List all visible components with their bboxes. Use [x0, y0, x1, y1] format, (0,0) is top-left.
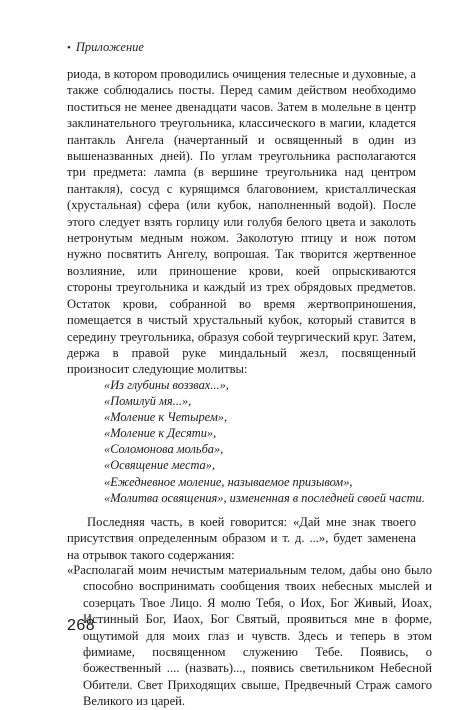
running-header — [67, 40, 144, 55]
prayer-quote: «Располагай моим нечистым материальным телом, дабы оно было способно воспринимать сообщения твоих небесных мыслей и созерцать Твое Лицо. Я молю Тебя, о Иох, Бог Живый, Иоах, Истинный Бог, Иаох, Бог Святый, проявиться мне в форме, ощутимой для моих глаз и чувств. Здесь и теперь в этом фимиаме, посвященном служению Тебе. Появись, о божественный .... (назвать)..., появись светильником Небесной Обители. Свет Приходящих свыше, Предвечный Страж самого Великого из царей. — [67, 563, 432, 709]
prayer-item: «Моление к Четырем», — [104, 410, 228, 425]
prayer-item: «Соломонова мольба», — [104, 442, 224, 457]
prayer-item: «Моление к Десяти», — [104, 426, 217, 441]
header-bullet: • — [67, 42, 71, 54]
page-number: 268 — [67, 617, 96, 634]
prayer-item: «Помилуй мя...», — [104, 394, 192, 409]
prayer-item: «Освящение места», — [104, 458, 216, 473]
section-title: Приложение — [75, 40, 144, 54]
prayer-item: «Ежедневное моление, называемое призывом», — [104, 474, 353, 489]
body-paragraph-2: Последняя часть, в коей говорится: «Дай мне знак твоего присутствия определенным образом и т. д. ...», будет заменена на отрывок такого содержания: — [67, 515, 416, 562]
prayer-item: «Молитва освящения», измененная в последней своей части. — [104, 490, 425, 505]
prayer-list — [104, 377, 424, 506]
body-paragraph-1: риода, в котором проводились очищения телесные и духовные, а также соблюдались посты. Перед самим действом необходимо поститься не менее двенадцати часов. Затем в молельне в центр заклинательного треугольника, классического в магии, кладется пантакль Ангела (начертанный и освященный в один из вышеназванных дней). По углам треугольника располагаются три предмета: лампа (в вершине треугольника над центром пантакля), сосуд с курящимся благовонием, кристаллическая (хрустальная) сфера (или кубок, наполненный водой). После этого следует взять горлицу или голубя белого цвета и заколоть нетронутым медным ножом. Заколотую птицу и нож потом нужно посвятить Ангелу, вопрошая. Так творится жертвенное возлияние, или приношение крови, коей опрыскиваются стороны треугольника и каждый из трех обрядовых предметов. Остаток крови, собранной во время жертвоприношения, помещается в чистый хрустальный кубок, который ставится в середину треугольника, образуя собой теургический круг. Затем, держа в правой руке миндальный жезл, посвященный произносит следующие молитвы: — [67, 67, 416, 377]
prayer-item: «Из глубины воззвах...», — [104, 378, 229, 392]
